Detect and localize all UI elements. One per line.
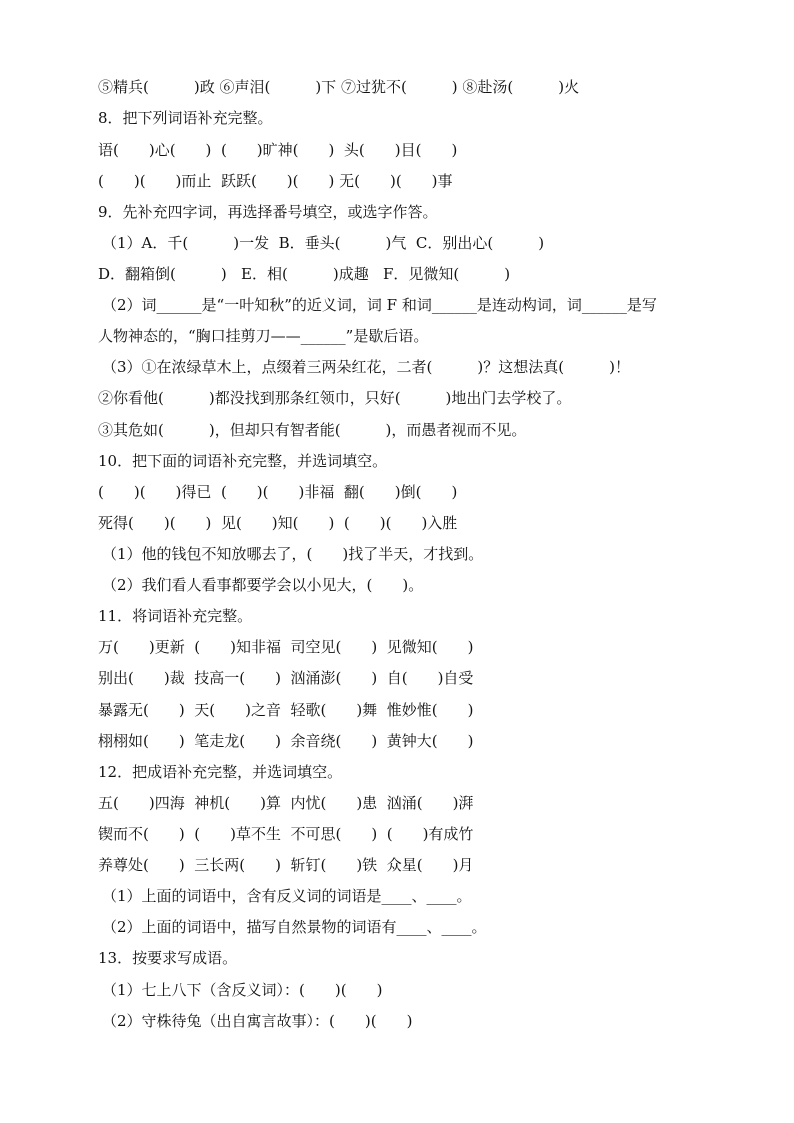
question-13-heading: 13．按要求写成语。 bbox=[98, 949, 238, 967]
question-10-part-2: （2）我们看人看事都要学会以小见大，( )。 bbox=[102, 576, 424, 594]
question-11-heading: 11．将词语补充完整。 bbox=[98, 607, 253, 625]
question-9-part-3-item-2: ②你看他( )都没找到那条红领巾，只好( )地出门去学校了。 bbox=[98, 389, 572, 407]
question-9-part-2-line-2: 人物神态的，“胸口挂剪刀——______”是歇后语。 bbox=[98, 327, 429, 345]
question-9-part-2-line-1: （2）词______是“一叶知秋”的近义词，词 F 和词______是连动构词，词______是写 bbox=[102, 296, 657, 314]
question-12-heading: 12．把成语补充完整，并选词填空。 bbox=[98, 763, 343, 781]
question-13-part-1: （1）七上八下（含反义词）：( )( ) bbox=[102, 981, 383, 999]
exercise-7-continued-line: ⑤精兵( )政 ⑥声泪( )下 ⑦过犹不( ) ⑧赴汤( )火 bbox=[98, 78, 580, 96]
question-9-heading: 9．先补充四字词，再选择番号填空，或选字作答。 bbox=[98, 203, 438, 221]
question-9-part-3-item-1: （3）①在浓绿草木上，点缀着三两朵红花，二者( )？这想法真( )！ bbox=[102, 358, 630, 376]
question-12-line-1: 五( )四海 神机( )算 内忧( )患 汹涌( )湃 bbox=[98, 794, 474, 812]
question-11-line-3: 暴露无( ) 天( )之音 轻歌( )舞 惟妙惟( ) bbox=[98, 701, 474, 719]
question-10-part-1: （1）他的钱包不知放哪去了，( )找了半天，才找到。 bbox=[102, 545, 484, 563]
question-9-part-1-line-1: （1）A．千( )一发 B．垂头( )气 C．别出心( ) bbox=[102, 234, 545, 252]
question-12-part-2: （2）上面的词语中，描写自然景物的词语有____、____。 bbox=[102, 918, 487, 936]
question-8-heading: 8．把下列词语补充完整。 bbox=[98, 109, 273, 127]
question-11-line-4: 栩栩如( ) 笔走龙( ) 余音绕( ) 黄钟大( ) bbox=[98, 732, 474, 750]
question-9-part-1-line-2: D．翻箱倒( ) E．相( )成趣 F．见微知( ) bbox=[98, 265, 511, 283]
question-10-heading: 10．把下面的词语补充完整，并选词填空。 bbox=[98, 452, 388, 470]
question-9-part-3-item-3: ③其危如( )，但却只有智者能( )，而愚者视而不见。 bbox=[98, 421, 527, 439]
question-13-part-2: （2）守株待兔（出自寓言故事）：( )( ) bbox=[102, 1012, 413, 1030]
question-10-words-line-1: ( )( )得已 ( )( )非福 翻( )倒( ) bbox=[98, 483, 458, 501]
question-12-part-1: （1）上面的词语中，含有反义词的词语是____、____。 bbox=[102, 887, 472, 905]
question-11-line-2: 别出( )裁 技高一( ) 汹涌澎( ) 自( )自受 bbox=[98, 669, 474, 687]
question-8-line-2: ( )( )而止 跃跃( )( ) 无( )( )事 bbox=[98, 172, 453, 190]
question-8-line-1: 语( )心( ) ( )旷神( ) 头( )目( ) bbox=[98, 141, 458, 159]
question-10-words-line-2: 死得( )( ) 见( )知( ) ( )( )入胜 bbox=[98, 514, 458, 532]
question-12-line-3: 养尊处( ) 三长两( ) 斩钉( )铁 众星( )月 bbox=[98, 856, 474, 874]
question-11-line-1: 万( )更新 ( )知非福 司空见( ) 见微知( ) bbox=[98, 638, 474, 656]
question-12-line-2: 锲而不( ) ( )草不生 不可思( ) ( )有成竹 bbox=[98, 825, 474, 843]
